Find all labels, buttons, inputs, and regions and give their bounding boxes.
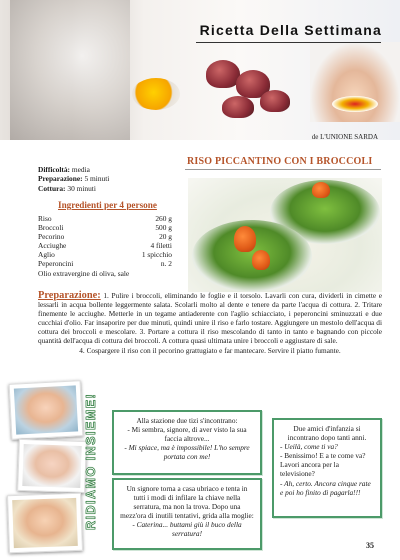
shrimp-photo xyxy=(252,250,270,270)
joke-box xyxy=(272,418,382,518)
joke-line: - Benissimo! E a te come va? Lavori ancora per la televisione? xyxy=(280,451,366,479)
joke-line: - Mi spiace, ma è impossibile! L'ho sempre portata con me! xyxy=(124,443,250,462)
prep-time-value: 5 minuti xyxy=(84,174,110,184)
preparation-text xyxy=(38,291,382,355)
joke-line: Alla stazione due tizi s'incontrano: xyxy=(136,416,238,425)
ingredient-row xyxy=(38,250,172,259)
recipe-info xyxy=(38,165,178,193)
toddler-photo xyxy=(7,493,83,554)
ingredient-extra: Olio extravergine di oliva, sale xyxy=(38,268,130,278)
ingredient-quantity: 20 g xyxy=(159,232,172,242)
egg-photo xyxy=(132,78,180,110)
plated-dish-photo xyxy=(332,96,378,112)
joke-line: - Caterina... buttami giù il buco della serratura! xyxy=(132,520,242,539)
ingredient-name: Pecorino xyxy=(38,232,65,242)
ingredient-row xyxy=(38,241,172,250)
ingredient-quantity: 500 g xyxy=(155,223,172,233)
joke-line: - Mi sembra, signore, di aver visto la sua faccia altrove... xyxy=(127,425,247,444)
ingredient-name: Aglio xyxy=(38,250,55,260)
ingredient-name: Acciughe xyxy=(38,241,67,251)
joke-line: Un signore torna a casa ubriaco e tenta in tutti i modi di infilare la chiave nella serratura, ma non la trova. Dopo una mezz'ora di inutili tentativi, grida alla moglie: xyxy=(120,484,254,521)
sidebar-vertical-title: RIDIAMO INSIEME! xyxy=(84,392,98,530)
ingredient-row xyxy=(38,214,172,223)
ingredient-row xyxy=(38,223,172,232)
shrimp-photo xyxy=(312,182,330,198)
ingredient-name: Peperoncini xyxy=(38,259,74,269)
dessert-photo xyxy=(260,90,290,112)
title-divider xyxy=(196,42,381,43)
prep-time-label: Preparazione: xyxy=(38,174,83,184)
preparation-body: 1. Pulire i broccoli, eliminando le foglie e il torsolo. Lavarli con cura, dividerli in cimette e lessarli in acqua bollente leggermente salata. Scolarli molto al dente e tenere da parte l'acqua di cottura. 2. Tritare finemente le acciughe. Metterle in un tegame antiaderente con l'aglio schiacciato, i peperoncini sminuzzati e due cucchiai d'olio. Far insaporire per due minuti, quindi unire il riso e farlo tostare. Aggiungere un mestolo dell'acqua di cottura dei broccoli e mescolare. 3. Portare a cottura il riso mescolando di tanto in tanto e bagnando con piccole quantità dell'acqua di cottura dei broccoli. A cottura quasi ultimata unire i broccoli e aggiustare di sale. xyxy=(38,291,382,346)
joke-box xyxy=(112,478,262,550)
preparation-final-step: 4. Cospargere il riso con il pecorino grattugiato e far mantecare. Servire il piatto fumante. xyxy=(79,345,341,355)
cook-time-value: 30 minuti xyxy=(67,183,96,193)
ingredient-name: Riso xyxy=(38,214,52,223)
children-photo xyxy=(9,380,84,440)
ingredient-quantity: 260 g xyxy=(155,214,172,223)
joke-line: Due amici d'infanzia si incontrano dopo tanti anni. xyxy=(287,424,367,443)
joke-line: - Ah, certo. Ancora cinque rate e poi ho finito di pagarla!!! xyxy=(280,478,371,497)
page-number: 35 xyxy=(366,541,374,550)
chef-photo xyxy=(10,0,130,140)
dessert-photo xyxy=(206,60,240,88)
joke-line: - Ueilà, come ti va? xyxy=(280,442,338,452)
baby-photo xyxy=(17,439,87,493)
shrimp-photo xyxy=(234,226,256,252)
ingredients-heading: Ingredienti per 4 persone xyxy=(58,200,157,210)
ingredient-row xyxy=(38,259,172,268)
joke-box xyxy=(112,410,262,475)
header-photo-collage xyxy=(0,0,400,140)
ingredient-row xyxy=(38,232,172,241)
ingredient-quantity: 1 spicchio xyxy=(141,250,172,260)
cook-time-label: Cottura: xyxy=(38,183,66,193)
recipe-title: RISO PICCANTINO CON I BROCCOLI xyxy=(187,156,373,167)
ingredient-quantity: 4 filetti xyxy=(150,241,172,251)
source-credit: de L'UNIONE SARDA xyxy=(311,133,378,141)
recipe-title-divider xyxy=(185,169,381,170)
ingredients-list xyxy=(38,214,172,278)
ingredient-name: Broccoli xyxy=(38,223,64,233)
difficulty-label: Difficoltà: xyxy=(38,165,71,174)
ingredient-quantity: n. 2 xyxy=(160,259,172,269)
difficulty-value: media xyxy=(71,165,90,174)
dish-photo xyxy=(188,178,382,292)
preparation-heading: Preparazione: xyxy=(38,290,101,301)
page-title: Ricetta Della Settimana xyxy=(199,22,382,38)
dessert-photo xyxy=(222,96,254,118)
